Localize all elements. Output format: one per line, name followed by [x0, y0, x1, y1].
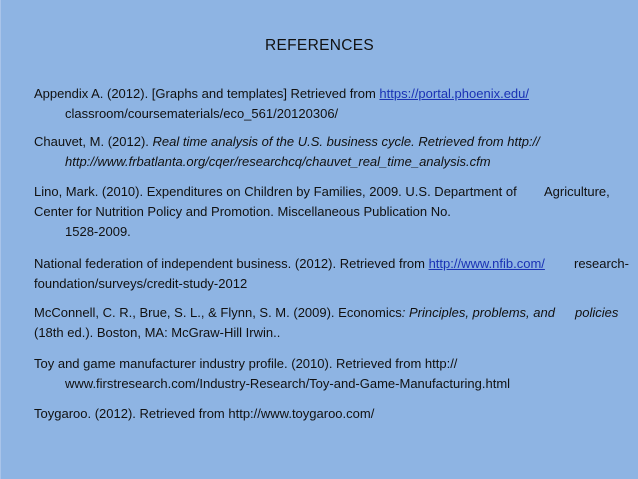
- reference-line: 1528-2009.: [65, 224, 131, 239]
- reference-text: McConnell, C. R., Brue, S. L., & Flynn, S. M. (2009). Economics: [34, 305, 402, 320]
- reference-text-right: research-: [574, 256, 629, 271]
- reference-link[interactable]: https://portal.phoenix.edu/: [379, 86, 530, 101]
- reference-toygaroo: [34, 404, 634, 424]
- reference-italic-title: : Principles, problems, and: [401, 305, 555, 320]
- reference-nfib: [34, 254, 634, 294]
- reference-chauvet: [34, 132, 634, 172]
- reference-lino: [34, 182, 634, 242]
- reference-line: [34, 132, 634, 152]
- reference-text-right: Agriculture,: [544, 184, 610, 199]
- reference-line: Toy and game manufacturer industry profile. (2010). Retrieved from http://: [34, 356, 458, 371]
- reference-mcconnell: [34, 303, 634, 343]
- reference-line: www.firstresearch.com/Industry-Research/Toy-and-Game-Manufacturing.html: [65, 376, 511, 391]
- reference-appendix: [34, 84, 634, 124]
- reference-text-right: policies: [575, 305, 619, 320]
- reference-text: Appendix A. (2012). [Graphs and templates] Retrieved from: [34, 86, 380, 101]
- reference-line: foundation/surveys/credit-study-2012: [34, 276, 248, 291]
- reference-text: National federation of independent business. (2012). Retrieved from: [34, 256, 429, 271]
- reference-line: [34, 303, 634, 323]
- reference-line: Toygaroo. (2012). Retrieved from http://www.toygaroo.com/: [34, 406, 375, 421]
- reference-link[interactable]: http://www.nfib.com/: [428, 256, 545, 271]
- reference-line: Center for Nutrition Policy and Promotion. Miscellaneous Publication No.: [34, 204, 451, 219]
- reference-text: Lino, Mark. (2010). Expenditures on Children by Families, 2009. U.S. Department of: [34, 184, 517, 199]
- reference-url: http://www.frbatlanta.org/cqer/researchcq/chauvet_real_time_analysis.cfm: [65, 154, 491, 169]
- reference-text: Chauvet, M. (2012).: [34, 134, 153, 149]
- reference-line: classroom/coursematerials/eco_561/20120306/: [65, 106, 339, 121]
- reference-line: [34, 84, 634, 104]
- reference-line: [34, 254, 634, 274]
- reference-line: (18th ed.). Boston, MA: McGraw-Hill Irwin..: [34, 325, 281, 340]
- reference-line: [34, 182, 634, 202]
- reference-italic-title: Real time analysis of the U.S. business cycle. Retrieved from http://: [152, 134, 540, 149]
- reference-toy-profile: [34, 354, 634, 394]
- page-title: REFERENCES: [265, 37, 374, 54]
